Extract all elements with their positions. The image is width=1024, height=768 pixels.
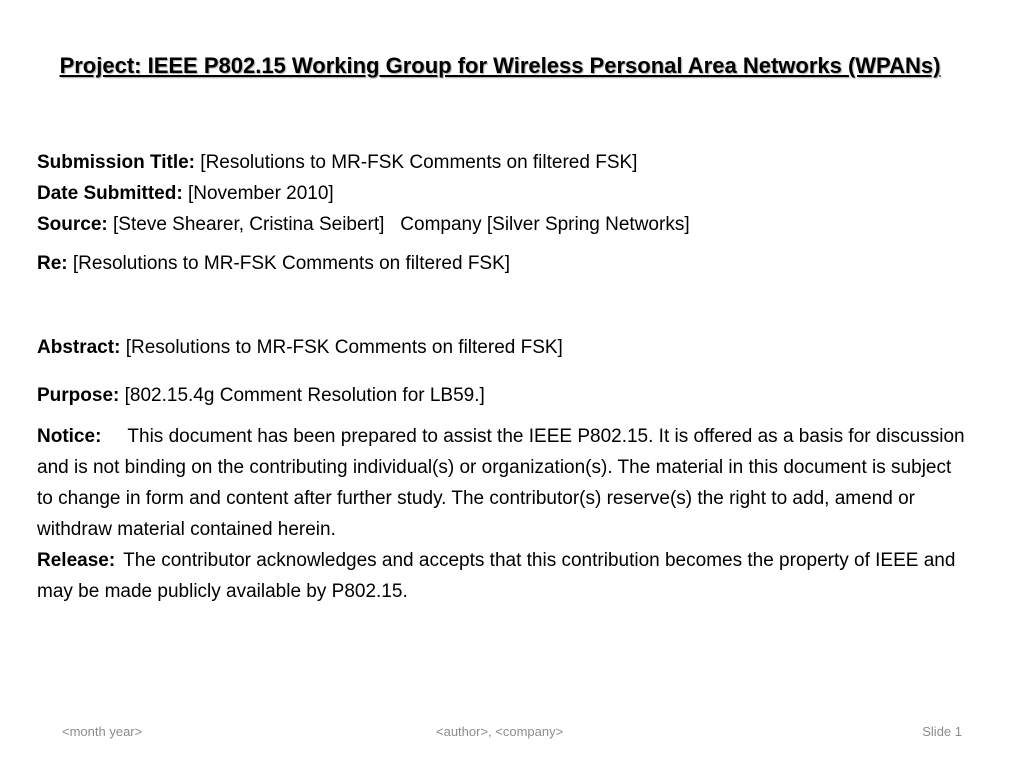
abstract-value: [Resolutions to MR-FSK Comments on filtered FSK] <box>125 337 563 358</box>
notice-text: This document has been prepared to assist the IEEE P802.15. It is offered as a basis for discussion and is not binding on the contributing individual(s) or organization(s). The material in this document is subject to change in form and content after further study. The contributor(s) reserve(s) the right to add, amend or withdraw material contained herein. <box>37 426 965 540</box>
date-submitted-value: [November 2010] <box>187 183 334 204</box>
re-line <box>37 248 987 279</box>
notice-label: Notice: <box>37 426 102 447</box>
footer-date: <month year> <box>62 724 143 739</box>
purpose-line <box>37 380 987 411</box>
source-label: Source: <box>37 214 108 235</box>
release-text: The contributor acknowledges and accepts that this contribution becomes the property of IEEE and may be made publicly available by P802.15. <box>37 550 956 602</box>
submission-title-value: [Resolutions to MR-FSK Comments on filtered FSK] <box>200 152 638 173</box>
re-label: Re: <box>37 253 68 274</box>
submission-block <box>37 147 987 240</box>
footer-slide-number: Slide 1 <box>922 724 962 739</box>
re-value: [Resolutions to MR-FSK Comments on filtered FSK] <box>72 253 511 274</box>
source-value: [Steve Shearer, Cristina Seibert] Company [Silver Spring Networks] <box>113 214 690 235</box>
release-label: Release: <box>37 550 116 571</box>
submission-title-label: Submission Title: <box>37 152 196 173</box>
abstract-line <box>37 332 987 363</box>
footer-author: <author>, <company> <box>436 724 564 739</box>
notice-release-block <box>37 421 972 607</box>
submission-title-line <box>37 147 987 178</box>
purpose-label: Purpose: <box>37 385 120 406</box>
abstract-label: Abstract: <box>37 337 121 358</box>
source-line <box>37 209 987 240</box>
purpose-value: [802.15.4g Comment Resolution for LB59.] <box>124 385 485 406</box>
date-submitted-label: Date Submitted: <box>37 183 183 204</box>
date-submitted-line <box>37 178 987 209</box>
page-title: Project: IEEE P802.15 Working Group for Wireless Personal Area Networks (WPANs) <box>59 53 941 78</box>
